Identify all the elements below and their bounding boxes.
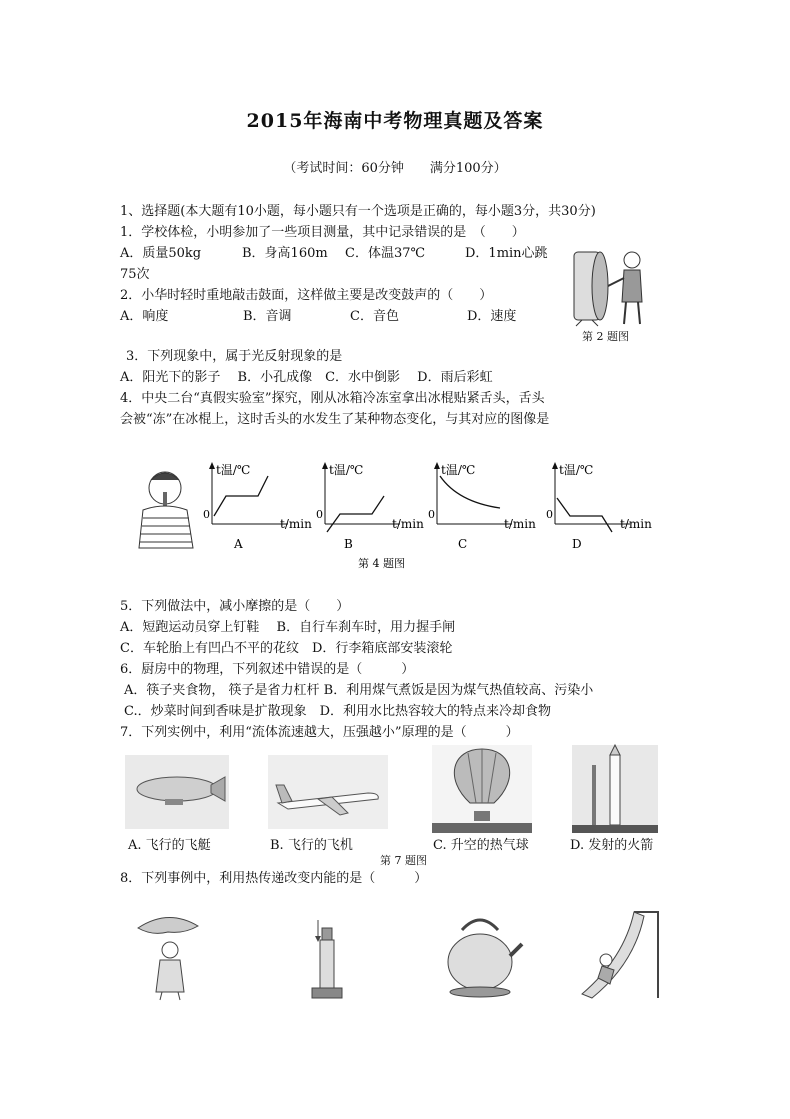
q4-graph-d (546, 462, 652, 551)
q4-person-illustration (133, 466, 199, 548)
q4-graph-c (428, 462, 536, 551)
q8-stem: 8．下列事例中，利用热传递改变内能的是（ ） (120, 871, 428, 886)
q7-option-a: A. 飞行的飞艇 (128, 838, 211, 853)
q4-graph-d-ylabel: t温/℃ (559, 463, 594, 477)
q7-option-b: B. 飞行的飞机 (270, 838, 353, 853)
q7-figure-caption: 第 7 题图 (380, 854, 427, 867)
q2-option-d: D．速度 (467, 309, 517, 324)
q3-options: A．阳光下的影子 B．小孔成像 C．水中倒影 D．雨后彩虹 (120, 370, 493, 385)
q7-airplane-image (268, 755, 388, 829)
q8-slide-image (574, 908, 666, 1004)
page-title: 2015年海南中考物理真题及答案 (246, 110, 544, 132)
q4-graph-a-label: A (234, 537, 243, 551)
q1-stem: 1．学校体检，小明参加了一些项目测量，其中记录错误的是 （ ） (120, 225, 525, 240)
q5-options-line2: C．车轮胎上有凹凸不平的花纹 D．行李箱底部安装滚轮 (120, 641, 453, 656)
q6-options-line1: A．筷子夹食物， 筷子是省力杠杆 B．利用煤气煮饭是因为煤气热值较高、污染小 (124, 683, 594, 698)
q5-options-line1: A．短跑运动员穿上钉鞋 B．自行车刹车时，用力握手闸 (120, 620, 456, 635)
q7-option-c: C. 升空的热气球 (433, 838, 529, 853)
q4-graph-d-xlabel: t/min (620, 517, 652, 531)
q1-option-d-cont: 75次 (120, 267, 150, 282)
q4-stem-line2: 会被“冻”在冰棍上，这时舌头的水发生了某种物态变化，与其对应的图像是 (120, 412, 550, 427)
q4-graph-b-ylabel: t温/℃ (329, 463, 364, 477)
q4-graphs (200, 456, 660, 570)
q6-options-line2: C.．炒菜时间到香味是扩散现象 D．利用水比热容较大的特点来冷却食物 (124, 704, 552, 719)
q2-option-c: C．音色 (350, 309, 399, 324)
q7-stem: 7．下列实例中，利用“流体流速越大，压强越小”原理的是（ ） (120, 725, 519, 740)
q7-hot-air-balloon-image (432, 745, 532, 833)
q2-figure-caption: 第 2 题图 (582, 330, 629, 343)
q1-option-a: A．质量50kg (120, 246, 202, 261)
q4-stem-line1: 4．中央二台“真假实验室”探究，刚从冰箱冷冻室拿出冰棍贴紧舌头，舌头 (120, 391, 545, 406)
q4-graph-b-xlabel: t/min (392, 517, 424, 531)
q2-option-b: B．音调 (243, 309, 292, 324)
q6-stem: 6．厨房中的物理，下列叙述中错误的是（ ） (120, 662, 415, 677)
q8-rubbing-hands-image (128, 908, 210, 1002)
q4-graph-a (203, 462, 312, 551)
q4-graph-c-origin: 0 (428, 508, 435, 521)
q4-graph-c-label: C (458, 537, 468, 551)
q2-drum-illustration (570, 242, 650, 327)
q4-figure-caption: 第 4 题图 (358, 557, 405, 570)
q7-airship-image (125, 755, 229, 829)
q3-stem: 3．下列现象中，属于光反射现象的是 (126, 349, 343, 364)
q7-option-d: D. 发射的火箭 (570, 838, 654, 853)
q1-option-d: D．1min心跳 (465, 246, 548, 261)
q4-graph-d-label: D (572, 537, 582, 551)
q8-pump-image (306, 920, 346, 1004)
q7-rocket-image (572, 745, 658, 833)
q4-graph-c-ylabel: t温/℃ (441, 463, 476, 477)
section-header: 1、选择题(本大题有10小题，每小题只有一个选项是正确的，每小题3分，共30分) (120, 204, 596, 219)
q4-graph-a-origin: 0 (203, 508, 210, 521)
q8-kettle-image (440, 910, 522, 1000)
q2-option-a: A．响度 (120, 309, 169, 324)
q1-option-c: C．体温37℃ (345, 246, 426, 261)
q4-graph-a-ylabel: t温/℃ (216, 463, 251, 477)
exam-info: （考试时间：60分钟 满分100分） (283, 161, 507, 176)
q4-graph-a-xlabel: t/min (280, 517, 312, 531)
q5-stem: 5．下列做法中，减小摩擦的是（ ） (120, 599, 350, 614)
q4-graph-b-label: B (344, 537, 353, 551)
q4-graph-b-origin: 0 (316, 508, 323, 521)
q4-graph-b (316, 462, 424, 551)
q4-graph-c-xlabel: t/min (504, 517, 536, 531)
q1-option-b: B．身高160m (242, 246, 328, 261)
q2-stem: 2．小华时轻时重地敲击鼓面，这样做主要是改变鼓声的（ ） (120, 288, 493, 303)
q4-graph-d-origin: 0 (546, 508, 553, 521)
